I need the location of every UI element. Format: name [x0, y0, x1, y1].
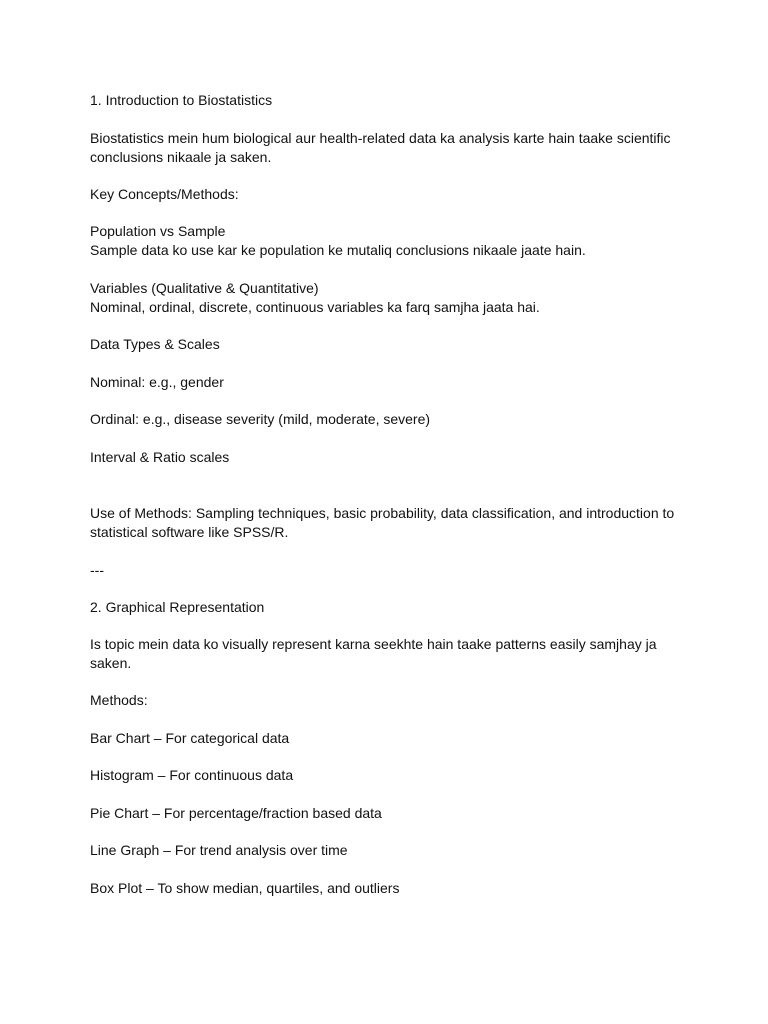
population-title: Population vs Sample [90, 223, 226, 239]
method-box-plot: Box Plot – To show median, quartiles, and outliers [90, 880, 400, 896]
section2-intro-line1: Is topic mein data ko visually represent karna seekhte hain taake patterns easily samjhay ja [90, 636, 657, 652]
section1-intro-line1: Biostatistics mein hum biological aur health-related data ka analysis karte hain taake scientific [90, 130, 671, 146]
section2-intro-line2: saken. [90, 655, 132, 671]
use-of-methods-line2: statistical software like SPSS/R. [90, 524, 289, 540]
section-separator: --- [90, 562, 104, 578]
method-pie-chart: Pie Chart – For percentage/fraction based data [90, 805, 382, 821]
key-concepts-label: Key Concepts/Methods: [90, 186, 239, 202]
method-histogram: Histogram – For continuous data [90, 767, 294, 783]
ordinal-example: Ordinal: e.g., disease severity (mild, moderate, severe) [90, 411, 431, 427]
variables-title: Variables (Qualitative & Quantitative) [90, 280, 319, 296]
section1-heading: 1. Introduction to Biostatistics [90, 92, 273, 108]
section1-intro-line2: conclusions nikaale ja saken. [90, 149, 272, 165]
method-line-graph: Line Graph – For trend analysis over time [90, 842, 348, 858]
variables-description: Nominal, ordinal, discrete, continuous variables ka farq samjha jaata hai. [90, 299, 540, 315]
section2-heading: 2. Graphical Representation [90, 599, 265, 615]
data-types-title: Data Types & Scales [90, 336, 220, 352]
nominal-example: Nominal: e.g., gender [90, 374, 224, 390]
interval-ratio-text: Interval & Ratio scales [90, 449, 230, 465]
methods-label: Methods: [90, 692, 148, 708]
use-of-methods-line1: Use of Methods: Sampling techniques, basic probability, data classification, and introduction to [90, 505, 675, 521]
population-description: Sample data ko use kar ke population ke mutaliq conclusions nikaale jaate hain. [90, 242, 586, 258]
method-bar-chart: Bar Chart – For categorical data [90, 730, 290, 746]
